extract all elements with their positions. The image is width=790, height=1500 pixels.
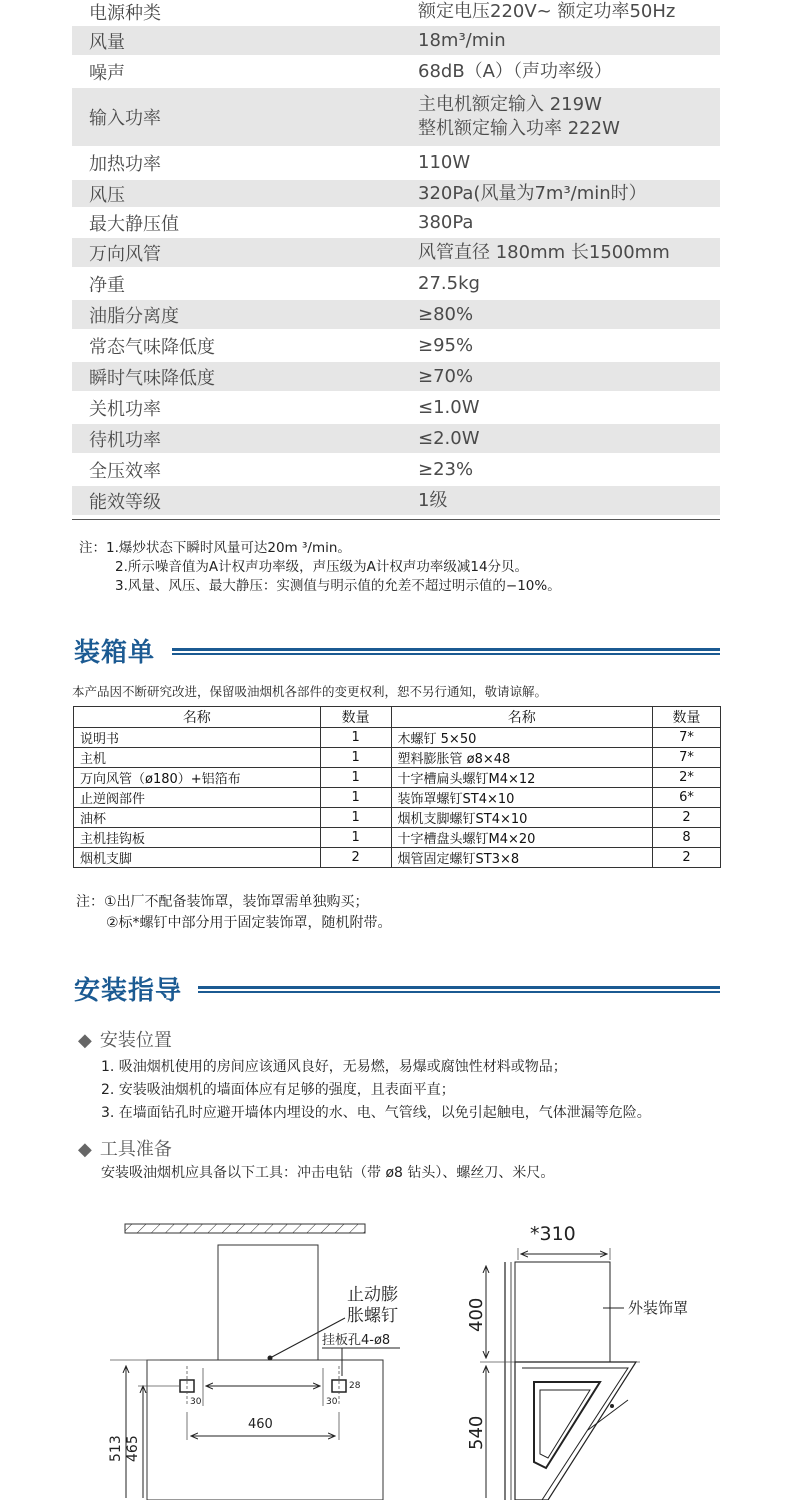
bolt-label-line2: 胀螺钉: [347, 1306, 398, 1326]
spec-key: 加热功率: [89, 154, 161, 175]
item-qty: 8: [653, 828, 721, 848]
spec-row: [72, 424, 720, 455]
ceiling-hatch: [125, 1224, 365, 1233]
item-qty: 1: [320, 748, 391, 768]
spec-note: 3.风量、风压、最大静压：实测值与明示值的允差不超过明示值的−10%。: [115, 578, 561, 594]
spec-notes: [79, 539, 561, 596]
item-qty: 2: [653, 848, 721, 868]
item-qty: 1: [320, 768, 391, 788]
spec-note: 2.所示噪音值为A计权声功率级，声压级为A计权声功率级减14分贝。: [115, 559, 529, 575]
spec-key: 油脂分离度: [89, 305, 179, 327]
spec-value: ≥80%: [418, 303, 474, 325]
item-qty: 6*: [653, 788, 721, 808]
spec-key: 全压效率: [89, 460, 161, 482]
table-row: [74, 808, 721, 828]
spec-key: 常态气味降低度: [89, 336, 215, 358]
spec-value: 18m³/min: [418, 29, 506, 51]
item-qty: 2: [320, 848, 391, 868]
spec-value-line2: 整机额定输入功率 222W: [418, 118, 620, 139]
item-qty: 1: [320, 828, 391, 848]
dim-30-right: 30: [326, 1397, 338, 1407]
spec-key: 噪声: [89, 62, 125, 84]
header-qty: 数量: [653, 707, 721, 728]
item-qty: 7*: [653, 728, 721, 748]
packing-header-row: [74, 707, 721, 728]
table-row: [74, 848, 721, 868]
dim-310: *310: [530, 1223, 576, 1245]
item-qty: 2: [653, 808, 721, 828]
item-name: 十字槽扁头螺钉M4×12: [391, 768, 653, 788]
table-row: [74, 748, 721, 768]
bolt-point: [268, 1356, 273, 1361]
tools-title: 工具准备: [99, 1139, 172, 1160]
dim-540: 540: [466, 1415, 487, 1450]
tools-text: 安装吸油烟机应具备以下工具：冲击电钻（带 ø8 钻头）、螺丝刀、米尺。: [101, 1165, 555, 1181]
table-row: [74, 768, 721, 788]
spec-row: [72, 331, 720, 362]
packing-note: ②标*螺钉中部分用于固定装饰罩，随机附带。: [106, 915, 392, 931]
spec-key: 万向风管: [89, 243, 161, 265]
spec-key: 输入功率: [89, 108, 161, 129]
position-list: [101, 1056, 651, 1125]
spec-key: 净重: [89, 274, 125, 296]
item-name: 烟机支脚: [74, 848, 321, 868]
header-qty: 数量: [320, 707, 391, 728]
spec-row: [72, 209, 720, 238]
spec-row: [72, 88, 720, 148]
spec-key: 电源种类: [89, 3, 161, 24]
spec-value: ≥95%: [418, 334, 474, 356]
spec-row: [72, 180, 720, 209]
hole-label: 挂板孔4-ø8: [322, 1333, 391, 1348]
spec-value: ≤1.0W: [418, 396, 480, 418]
spec-row: [72, 269, 720, 300]
tools-heading: [78, 1135, 172, 1161]
spec-table-divider: [72, 519, 720, 520]
packing-notes: [76, 892, 392, 934]
spec-key: 关机功率: [89, 398, 161, 420]
spec-row: [72, 57, 720, 88]
spec-value: ≤2.0W: [418, 427, 480, 449]
spec-value: ≥23%: [418, 458, 474, 480]
item-name: 木螺钉 5×50: [391, 728, 653, 748]
spec-table: [72, 0, 720, 517]
item-qty: 7*: [653, 748, 721, 768]
cover-label: 外装饰罩: [628, 1299, 689, 1317]
diamond-bullet-icon: ◆: [78, 1030, 92, 1051]
dim-465: 465: [125, 1435, 141, 1462]
spec-value: 68dB（A）（声功率级）: [418, 60, 612, 82]
table-row: [74, 828, 721, 848]
spec-key: 瞬时气味降低度: [89, 367, 215, 389]
item-qty: 1: [320, 728, 391, 748]
position-heading: [78, 1026, 172, 1052]
spec-value: 风管直径 180mm 长1500mm: [418, 241, 670, 263]
spec-row: [72, 362, 720, 393]
spec-row: [72, 238, 720, 269]
header-name: 名称: [74, 707, 321, 728]
table-row: [74, 728, 721, 748]
spec-row: [72, 455, 720, 486]
spec-value: 320Pa(风量为7m³/min时）: [418, 182, 647, 204]
glass-panel-inner: [540, 1390, 590, 1458]
item-name: 十字槽盘头螺钉M4×20: [391, 828, 653, 848]
dim-28: 28: [349, 1381, 361, 1391]
panel-edge-line: [588, 1400, 628, 1430]
spec-note: 注：1.爆炒状态下瞬时风量可达20m ³/min。: [79, 540, 351, 556]
item-name: 烟管固定螺钉ST3×8: [391, 848, 653, 868]
item-name: 说明书: [74, 728, 321, 748]
table-row: [74, 788, 721, 808]
item-qty: 1: [320, 788, 391, 808]
spec-key: 最大静压值: [89, 213, 179, 235]
item-name: 油杯: [74, 808, 321, 828]
list-item: 1. 吸油烟机使用的房间应该通风良好，无易燃，易爆或腐蚀性材料或物品；: [101, 1059, 567, 1075]
hood-side-inner: [522, 1368, 628, 1500]
section-rule: [172, 648, 720, 655]
list-item: 2. 安装吸油烟机的墙面体应有足够的强度，且表面平直；: [101, 1082, 455, 1098]
installation-drawing: [0, 1200, 790, 1500]
packing-table: [73, 706, 721, 868]
list-item: 3. 在墙面钻孔时应避开墙体内埋设的水、电、气管线，以免引起触电，气体泄漏等危险。: [101, 1105, 651, 1121]
duct-cover-outline: [218, 1245, 318, 1360]
spec-row: [72, 393, 720, 424]
section-rule: [198, 986, 720, 993]
spec-value: 110W: [418, 152, 471, 173]
dim-30-left: 30: [190, 1397, 202, 1407]
spec-value: 额定电压220V~ 额定功率50Hz: [418, 1, 676, 22]
item-qty: 1: [320, 808, 391, 828]
spec-value: 27.5kg: [418, 272, 480, 294]
spec-row: [72, 486, 720, 517]
spec-row: [72, 148, 720, 180]
spec-key: 能效等级: [89, 491, 161, 513]
packing-disclaimer: 本产品因不断研究改进，保留吸油烟机各部件的变更权利，恕不另行通知，敬请谅解。: [72, 684, 548, 699]
side-duct-cover: [515, 1262, 610, 1362]
dim-513: 513: [108, 1435, 124, 1462]
spec-row: [72, 300, 720, 331]
spec-key: 待机功率: [89, 429, 161, 451]
dim-400: 400: [466, 1297, 487, 1332]
item-name: 主机挂钩板: [74, 828, 321, 848]
item-name: 塑料膨胀管 ø8×48: [391, 748, 653, 768]
spec-row: [72, 0, 720, 26]
item-name: 主机: [74, 748, 321, 768]
glass-panel: [534, 1382, 600, 1468]
panel-knob: [610, 1404, 614, 1408]
spec-value: 1级: [418, 489, 448, 511]
spec-key: 风压: [89, 184, 125, 206]
item-name: 烟机支脚螺钉ST4×10: [391, 808, 653, 828]
item-name: 万向风管（ø180）+铝箔布: [74, 768, 321, 788]
spec-value: 主电机额定输入 219W: [418, 94, 602, 115]
item-name: 止逆阀部件: [74, 788, 321, 808]
packing-title: 装箱单: [74, 638, 156, 668]
bolt-label-line1: 止动膨: [347, 1285, 398, 1305]
spec-key: 风量: [89, 31, 125, 53]
packing-note: 注：①出厂不配备装饰罩，装饰罩需单独购买；: [76, 894, 369, 910]
install-title: 安装指导: [74, 976, 183, 1006]
spec-value: 380Pa: [418, 211, 474, 233]
spec-row: [72, 26, 720, 57]
diamond-bullet-icon: ◆: [78, 1139, 92, 1160]
header-name: 名称: [391, 707, 653, 728]
item-qty: 2*: [653, 768, 721, 788]
item-name: 装饰罩螺钉ST4×10: [391, 788, 653, 808]
dim-460: 460: [248, 1417, 273, 1432]
spec-value: ≥70%: [418, 365, 474, 387]
position-title: 安装位置: [99, 1030, 172, 1051]
